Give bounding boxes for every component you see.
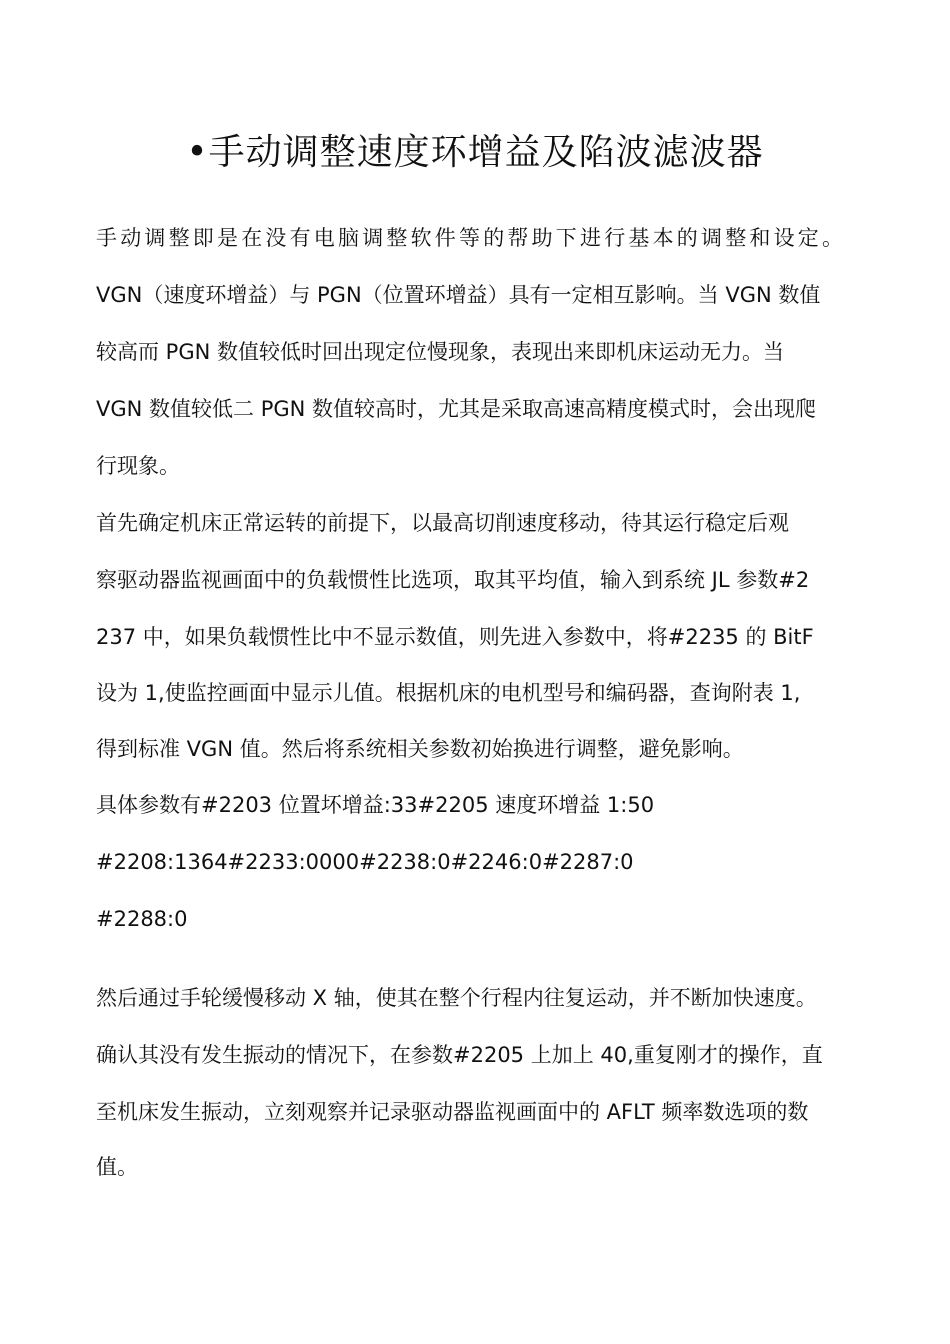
paragraph-line: 察驱动器监视画面中的负载惯性比选项，取其平均值，输入到系统 JL 参数#2	[96, 568, 810, 592]
paragraph-line: 首先确定机床正常运转的前提下，以最高切削速度移动，待其运行稳定后观	[96, 511, 789, 535]
paragraph-line: 值。	[96, 1155, 138, 1179]
paragraph-line: 确认其没有发生振动的情况下，在参数#2205 上加上 40,重复刚才的操作，直	[96, 1043, 823, 1067]
paragraph-line: 得到标准 VGN 值。然后将系统相关参数初始换进行调整，避免影响。	[96, 737, 744, 761]
paragraph-line: VGN 数值较低二 PGN 数值较高时，尤其是采取高速高精度模式时，会出现爬	[96, 397, 817, 421]
paragraph-line: 手动调整即是在没有电脑调整软件等的帮助下进行基本的调整和设定。	[96, 226, 847, 250]
parameter-line: 具体参数有#2203 位置坏增益:33#2205 速度环增益 1:50	[96, 793, 655, 817]
paragraph-line: 至机床发生振动，立刻观察并记录驱动器监视画面中的 AFLT 频率数选项的数	[96, 1100, 809, 1124]
paragraph-line: 237 中，如果负载惯性比中不显示数值，则先进入参数中，将#2235 的 BitF	[96, 625, 814, 649]
page-title: •手动调整速度环增益及陷波滤波器	[186, 132, 764, 173]
paragraph-line: 然后通过手轮缓慢移动 X 轴，使其在整个行程内往复运动，并不断加快速度。	[96, 986, 817, 1010]
paragraph-line: 设为 1,使监控画面中显示儿值。根据机床的电机型号和编码器，查询附表 1,	[96, 681, 801, 705]
paragraph-line: 行现象。	[96, 454, 180, 478]
paragraph-line: VGN（速度环增益）与 PGN（位置环增益）具有一定相互影响。当 VGN 数值	[96, 283, 821, 307]
paragraph-line: 较高而 PGN 数值较低时回出现定位慢现象，表现出来即机床运动无力。当	[96, 340, 784, 364]
parameter-line: #2208:1364#2233:0000#2238:0#2246:0#2287:0	[96, 850, 634, 874]
parameter-line: #2288:0	[96, 907, 188, 931]
